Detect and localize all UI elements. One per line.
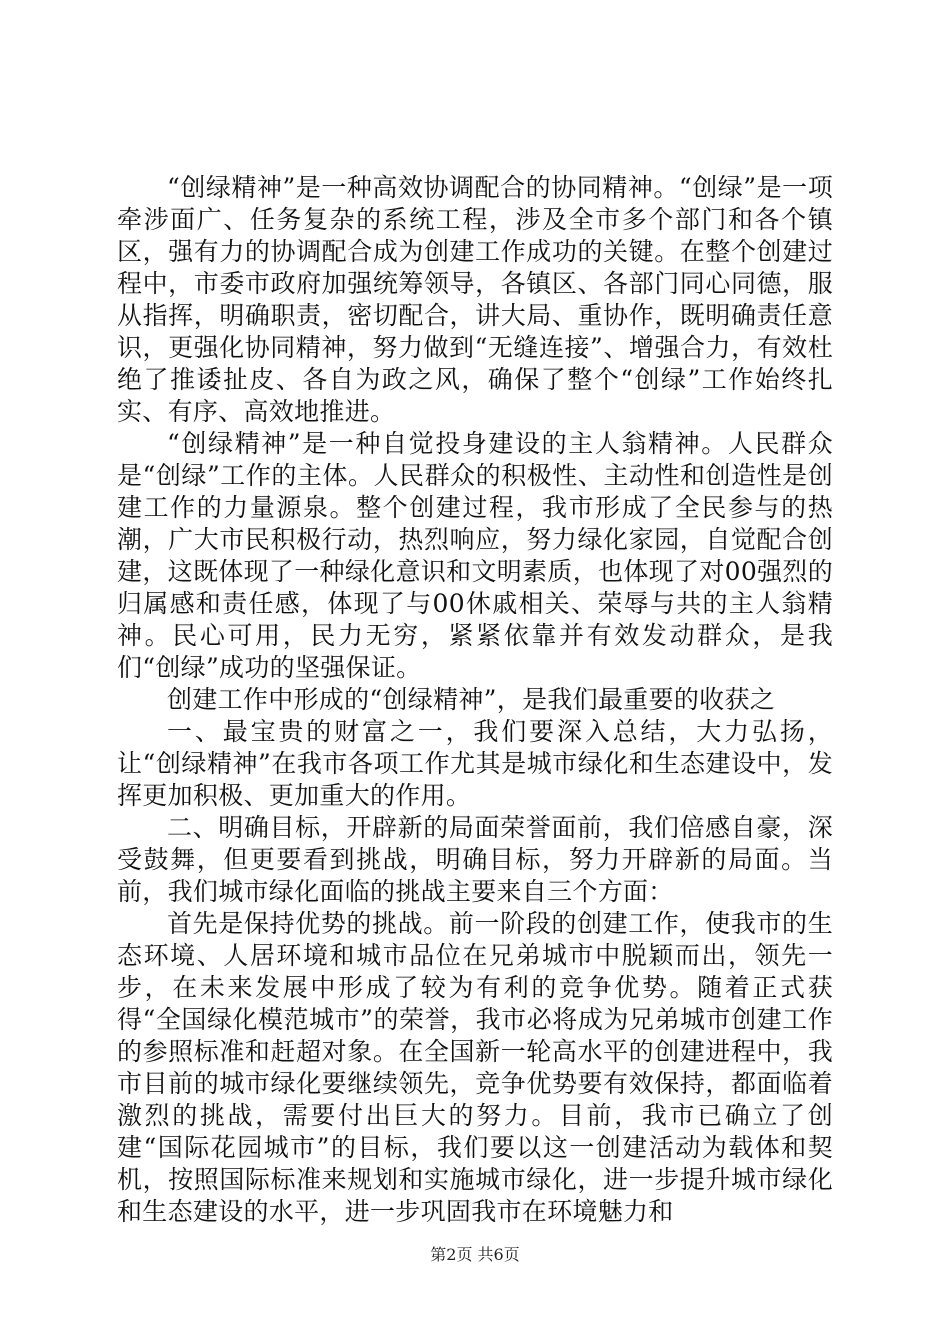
paragraph-collaboration-spirit: “创绿精神”是一种高效协调配合的协同精神。“创绿”是一项牵涉面广、任务复杂的系统工程，涉及全市多个部门和各个镇区，强有力的协调配合成为创建工作成功的关键。在整个创建过程中，市委市政府加强统筹领导，各镇区、各部门同心同德，服从指挥，明确职责，密切配合，讲大局、重协作，既明确责任意识，更强化协同精神，努力做到“无缝连接”、增强合力，有效杜绝了推诿扯皮、各自为政之风，确保了整个“创绿”工作始终扎实、有序、高效地推进。 — [117, 173, 833, 426]
paragraph-clear-goals: 二、明确目标，开辟新的局面荣誉面前，我们倍感自豪，深受鼓舞，但更要看到挑战，明确目标，努力开辟新的局面。当前，我们城市绿化面临的挑战主要来自三个方面： — [117, 813, 833, 906]
paragraph-ownership-spirit: “创绿精神”是一种自觉投身建设的主人翁精神。人民群众是“创绿”工作的主体。人民群众的积极性、主动性和创造性是创建工作的力量源泉。整个创建过程，我市形成了全民参与的热潮，广大市民积极行动，热烈响应，努力绿化家园，自觉配合创建，这既体现了一种绿化意识和文明素质，也体现了对00强烈的归属感和责任感，体现了与00休戚相关、荣辱与共的主人翁精神。民心可用，民力无穷，紧紧依靠并有效发动群众，是我们“创绿”成功的坚强保证。 — [117, 429, 833, 682]
document-body — [117, 172, 833, 1228]
paragraph-treasure: 一、最宝贵的财富之一，我们要深入总结，大力弘扬，让“创绿精神”在我市各项工作尤其是城市绿化和生态建设中，发挥更加积极、更加重大的作用。 — [117, 717, 833, 810]
paragraph-harvest: 创建工作中形成的“创绿精神”，是我们最重要的收获之 — [167, 685, 776, 714]
page-number-footer: 第2页 共6页 — [430, 1245, 520, 1264]
paragraph-advantage-challenge: 首先是保持优势的挑战。前一阶段的创建工作，使我市的生态环境、人居环境和城市品位在兄弟城市中脱颖而出，领先一步，在未来发展中形成了较为有利的竞争优势。随着正式获得“全国绿化模范城市”的荣誉，我市必将成为兄弟城市创建工作的参照标准和赶超对象。在全国新一轮高水平的创建进程中，我市目前的城市绿化要继续领先，竞争优势要有效保持，都面临着激烈的挑战，需要付出巨大的努力。目前，我市已确立了创建“国际花园城市”的目标，我们要以这一创建活动为载体和契机，按照国际标准来规划和实施城市绿化，进一步提升城市绿化和生态建设的水平，进一步巩固我市在环境魅力和 — [117, 909, 833, 1226]
